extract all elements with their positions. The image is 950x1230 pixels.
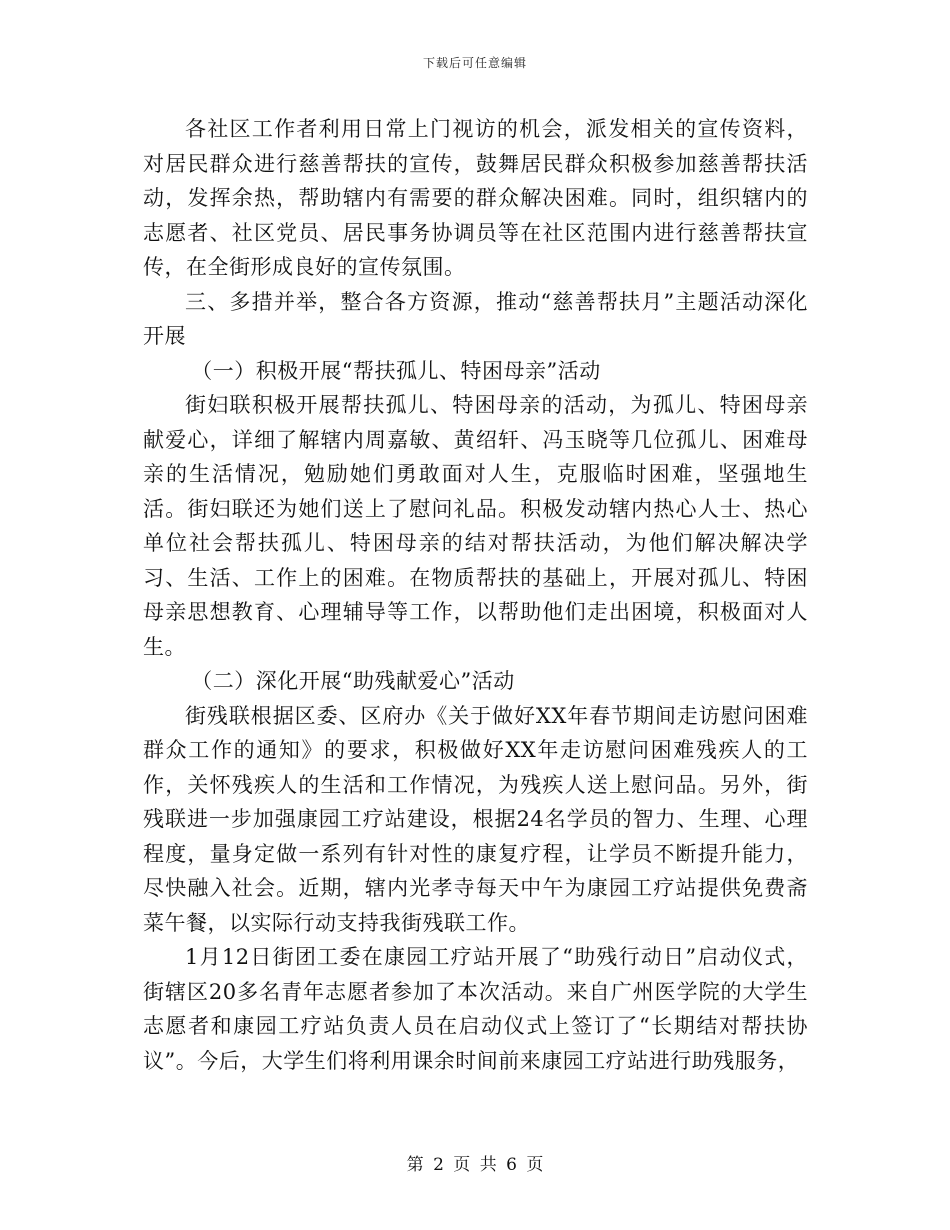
subheading-disability-support: （二）深化开展“助残献爱心”活动 <box>191 669 515 693</box>
page-number: 第 2 页 共 6 页 <box>406 1155 544 1175</box>
paragraph-youth-league: 1月12日街团工委在康园工疗站开展了“助残行动日”启动仪式，街辖区20多名青年志愿者参加了本次活动。来自广州医学院的大学生志愿者和康园工疗站负责人员在启动仪式上签订了“长期结对帮扶协议”。今后，大学生们将利用课余时间前来康园工疗站进行助残服务， <box>143 945 808 1073</box>
subheading-orphans-mothers: （一）积极开展“帮扶孤儿、特困母亲”活动 <box>191 358 601 383</box>
document-body <box>143 112 808 1078</box>
paragraph-womens-federation: 街妇联积极开展帮扶孤儿、特困母亲的活动，为孤儿、特困母亲献爱心，详细了解辖内周嘉敏、黄绍轩、冯玉晓等几位孤儿、困难母亲的生活情况，勉励她们勇敢面对人生，克服临时困难，坚强地生活。街妇联还为她们送上了慰问礼品。积极发动辖内热心人士、热心单位社会帮扶孤儿、特困母亲的结对帮扶活动，为他们解决解决学习、生活、工作上的困难。在物质帮扶的基础上，开展对孤儿、特困母亲思想教育、心理辅导等工作，以帮助他们走出困境，积极面对人生。 <box>143 393 808 659</box>
paragraph-disabled-federation: 街残联根据区委、区府办《关于做好XX年春节期间走访慰问困难群众工作的通知》的要求，积极做好XX年走访慰问困难残疾人的工作，关怀残疾人的生活和工作情况，为残疾人送上慰问品。另外，街残联进一步加强康园工疗站建设，根据24名学员的智力、生理、心理程度，量身定做一系列有针对性的康复疗程，让学员不断提升能力，尽快融入社会。近期，辖内光孝寺每天中午为康园工疗站提供免费斋菜午餐，以实际行动支持我街残联工作。 <box>143 703 808 935</box>
paragraph-publicity: 各社区工作者利用日常上门视访的机会，派发相关的宣传资料，对居民群众进行慈善帮扶的宣传，鼓舞居民群众积极参加慈善帮扶活动，发挥余热，帮助辖内有需要的群众解决困难。同时，组织辖内的志愿者、社区党员、居民事务协调员等在社区范围内进行慈善帮扶宣传，在全街形成良好的宣传氛围。 <box>143 117 808 279</box>
section-heading-3: 三、多措并举，整合各方资源，推动“慈善帮扶月”主题活动深化开展 <box>143 289 808 348</box>
page-header-note: 下载后可任意编辑 <box>422 56 527 70</box>
